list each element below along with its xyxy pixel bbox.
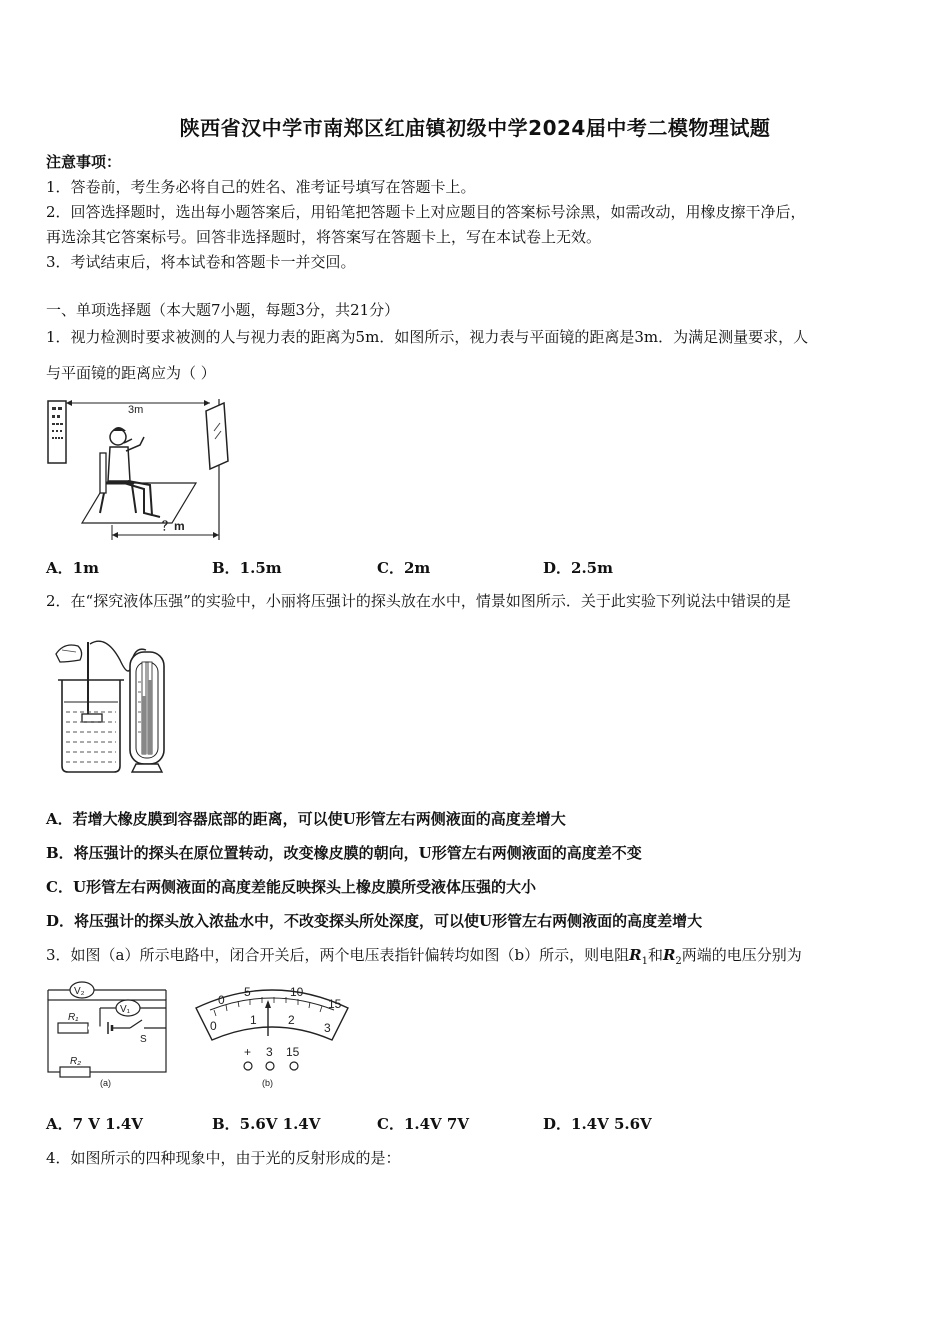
question-3-text — [46, 945, 906, 972]
question-3-text-a: 3．如图（a）所示电路中，闭合开关后，两个电压表指针偏转均如图（b）所示，则电阻 — [46, 946, 630, 964]
notice-item: 3．考试结束后，将本试卷和答题卡一并交回。 — [46, 253, 356, 271]
question-3-text-c: 两端的电压分别为 — [681, 946, 802, 964]
notice-item: 再选涂其它答案标号。回答非选择题时，将答案写在答题卡上，写在本试卷上无效。 — [46, 228, 602, 246]
question-4-text: 4．如图所示的四种现象中，由于光的反射形成的是： — [46, 1149, 401, 1167]
dial-bottom-1: 1 — [250, 1013, 257, 1027]
question-1-text-cont: 与平面镜的距离应为（ ） — [46, 364, 216, 382]
terminal-15: 15 — [286, 1045, 300, 1059]
voltmeter-dial-figure-b — [188, 980, 358, 1090]
voltmeter-v1-label: V₁ — [120, 1004, 131, 1015]
question-3-text-b: 和 — [647, 946, 663, 964]
resistor-r1-label: R₁ — [68, 1012, 79, 1023]
dial-bottom-2: 2 — [288, 1013, 295, 1027]
option-c[interactable]: C．1.4V 7V — [377, 1115, 469, 1133]
r1-symbol: R — [629, 946, 642, 964]
option-b[interactable]: B．将压强计的探头在原位置转动，改变橡皮膜的朝向，U形管左右两侧液面的高度差不变 — [46, 844, 642, 862]
pressure-gauge-figure — [50, 632, 180, 777]
r2-subscript: 2 — [675, 956, 682, 967]
notice-heading: 注意事项： — [46, 153, 122, 171]
eye-chart-mirror-figure — [44, 395, 244, 545]
option-d[interactable]: D．2.5m — [543, 559, 613, 577]
notice-item: 1．答卷前，考生务必将自己的姓名、准考证号填写在答题卡上。 — [46, 178, 476, 196]
dial-bottom-0: 0 — [210, 1019, 217, 1033]
terminal-plus: + — [244, 1045, 252, 1059]
option-b[interactable]: B．5.6V 1.4V — [212, 1115, 321, 1133]
notice-item: 2．回答选择题时，选出每小题答案后，用铅笔把答题卡上对应题目的答案标号涂黑，如需改动，用橡皮擦干净后， — [46, 203, 806, 221]
terminal-3: 3 — [266, 1045, 273, 1059]
option-d[interactable]: D．将压强计的探头放入浓盐水中，不改变探头所处深度，可以使U形管左右两侧液面的高度差增大 — [46, 912, 703, 930]
voltmeter-v2-label: V₂ — [74, 986, 85, 997]
option-c[interactable]: C．U形管左右两侧液面的高度差能反映探头上橡皮膜所受液体压强的大小 — [46, 878, 537, 896]
circuit-figure-a — [44, 980, 174, 1090]
option-a[interactable]: A．若增大橡皮膜到容器底部的距离，可以使U形管左右两侧液面的高度差增大 — [46, 810, 566, 828]
fig-label-3m: 3m — [128, 404, 144, 416]
section-heading: 一、单项选择题（本大题7小题，每题3分，共21分） — [46, 301, 400, 319]
option-b[interactable]: B．1.5m — [212, 559, 282, 577]
option-a[interactable]: A．7 V 1.4V — [46, 1115, 143, 1133]
fig-label-question-m: ？m — [162, 519, 185, 533]
r2-symbol: R — [662, 946, 676, 964]
r1-subscript: 1 — [641, 956, 648, 967]
option-a[interactable]: A．1m — [46, 559, 99, 577]
question-1-text: 1．视力检测时要求被测的人与视力表的距离为5m．如图所示，视力表与平面镜的距离是3m．为满足测量要求，人 — [46, 328, 809, 346]
question-2-text: 2．在“探究液体压强”的实验中，小丽将压强计的探头放在水中，情景如图所示．关于此实验下列说法中错误的是 — [46, 592, 791, 610]
figure-b-caption: (b) — [262, 1078, 273, 1088]
dial-top-15: 15 — [328, 997, 342, 1011]
dial-top-5: 5 — [244, 985, 251, 999]
dial-bottom-3: 3 — [324, 1021, 331, 1035]
dial-top-0: 0 — [218, 993, 225, 1007]
option-d[interactable]: D．1.4V 5.6V — [543, 1115, 652, 1133]
option-c[interactable]: C．2m — [377, 559, 431, 577]
page-title: 陕西省汉中学市南郑区红庙镇初级中学2024届中考二模物理试题 — [179, 116, 771, 140]
switch-label: S — [140, 1034, 147, 1045]
dial-top-10: 10 — [290, 985, 304, 999]
figure-a-caption: (a) — [100, 1078, 111, 1088]
resistor-r2-label: R₂ — [70, 1056, 82, 1067]
